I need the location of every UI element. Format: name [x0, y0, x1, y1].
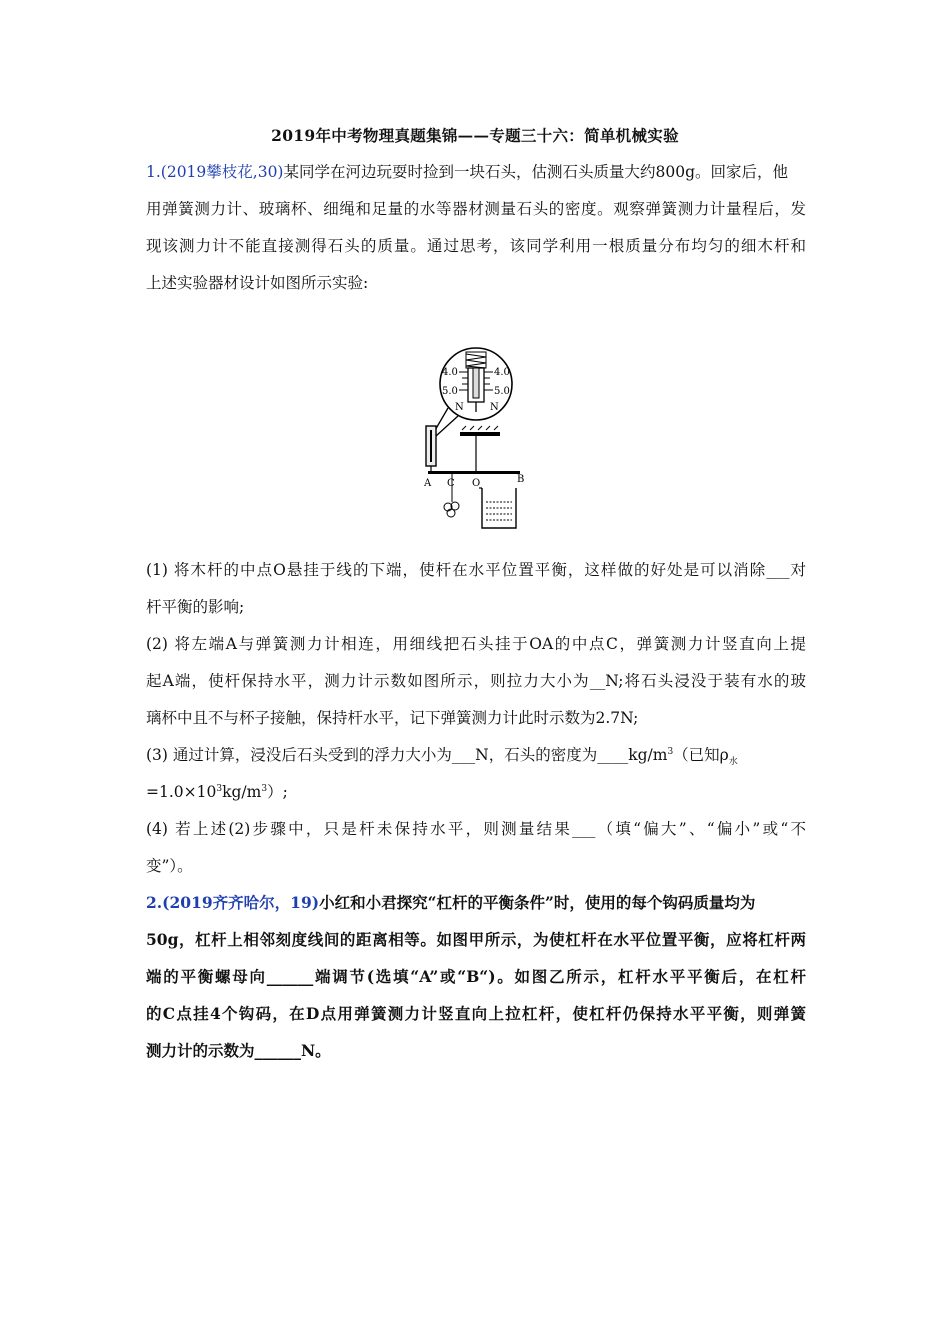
question-2-line-1: 2.(2019齐齐哈尔，19)小红和小君探究“杠杆的平衡条件”时，使用的每个钩码质量均为	[146, 893, 756, 912]
sub-question-1-line-1: (1) 将木杆的中点O悬挂于线的下端，使杆在水平位置平衡，这样做的好处是可以消除___对	[146, 561, 806, 579]
hatch	[486, 426, 490, 430]
ceiling-support	[460, 432, 500, 436]
sub-question-4-line-2: 变”）。	[146, 857, 193, 875]
sub-question-3-line-1: (3) 通过计算，浸没后石头受到的浮力大小为___N，石头的密度为$\_\_\_\_kg/m^3$（已知$\rho_水$	[146, 746, 738, 768]
lever-diagram	[414, 346, 544, 532]
question-1	[146, 154, 806, 302]
question-1-line-4: 上述实验器材设计如图所示实验:	[146, 274, 369, 292]
sub-question-3-line-2: $=1.0\times 10^3kg/m^3$）;	[146, 783, 288, 801]
question-2-line-5: 测力计的示数为______N。	[146, 1041, 331, 1060]
sub-question-2-line-2: 起A端，使杆保持水平，测力计示数如图所示，则拉力大小为__N;将石头浸没于装有水的玻	[146, 672, 806, 690]
question-2-source: 2.(2019齐齐哈尔，19)	[146, 893, 320, 912]
sub-question-1-line-2: 杆平衡的影响;	[146, 598, 245, 616]
point-label-c: C	[447, 478, 455, 489]
hatch	[462, 426, 466, 430]
question-1-line-1: 1.(2019攀枝花,30)某同学在河边玩耍时捡到一块石头，估测石头质量大约800g。回家后，他	[146, 163, 788, 181]
lever-experiment-figure	[414, 346, 544, 532]
question-1-subquestions	[146, 552, 806, 885]
sub-question-2-line-1: (2) 将左端A与弹簧测力计相连，用细线把石头挂于OA的中点C，弹簧测力计竖直向上提	[146, 635, 806, 653]
question-1-source: 1.(2019攀枝花,30)	[146, 163, 284, 181]
question-2-line-3: 端的平衡螺母向______端调节(选填“A”或“B“)。如图乙所示，杠杆水平平衡后，在杠杆	[146, 967, 806, 986]
scale-label-left-4: 4.0	[442, 367, 458, 378]
hatch	[478, 426, 482, 430]
question-2-line-2: 50g，杠杆上相邻刻度线间的距离相等。如图甲所示，为使杠杆在水平位置平衡，应将杠杆两	[146, 930, 806, 949]
point-label-b: B	[517, 474, 525, 485]
scale-label-right-5: 5.0	[494, 386, 510, 397]
hatch	[470, 426, 474, 430]
unit-label-right: N	[490, 402, 499, 413]
magnifier-pointer-line	[436, 416, 458, 436]
spring-coil	[466, 354, 486, 368]
question-2	[146, 884, 806, 1069]
point-label-a: A	[424, 478, 432, 489]
unit-label-left: N	[455, 402, 464, 413]
lever-rod	[428, 471, 520, 474]
scale-indicator	[473, 368, 479, 398]
sub-question-4-line-1: (4) 若上述(2)步骤中，只是杆未保持水平，则测量结果___（填“偏大”、“偏小”或“不	[146, 820, 806, 838]
scale-label-left-5: 5.0	[442, 386, 458, 397]
document-title: 2019年中考物理真题集锦——专题三十六：简单机械实验	[271, 126, 679, 145]
question-1-line-2: 用弹簧测力计、玻璃杯、细绳和足量的水等器材测量石头的密度。观察弹簧测力计量程后，发	[146, 200, 806, 218]
question-2-line-4: 的C点挂4个钩码，在D点用弹簧测力计竖直向上拉杠杆，使杠杆仍保持水平平衡，则弹簧	[146, 1004, 806, 1023]
question-1-line-3: 现该测力计不能直接测得石头的质量。通过思考，该同学利用一根质量分布均匀的细木杆和	[146, 237, 806, 255]
hatch	[494, 426, 498, 430]
point-label-o: O	[472, 478, 481, 489]
sub-question-2-line-3: 璃杯中且不与杯子接触，保持杆水平，记下弹簧测力计此时示数为2.7N;	[146, 709, 639, 727]
scale-label-right-4: 4.0	[494, 367, 510, 378]
